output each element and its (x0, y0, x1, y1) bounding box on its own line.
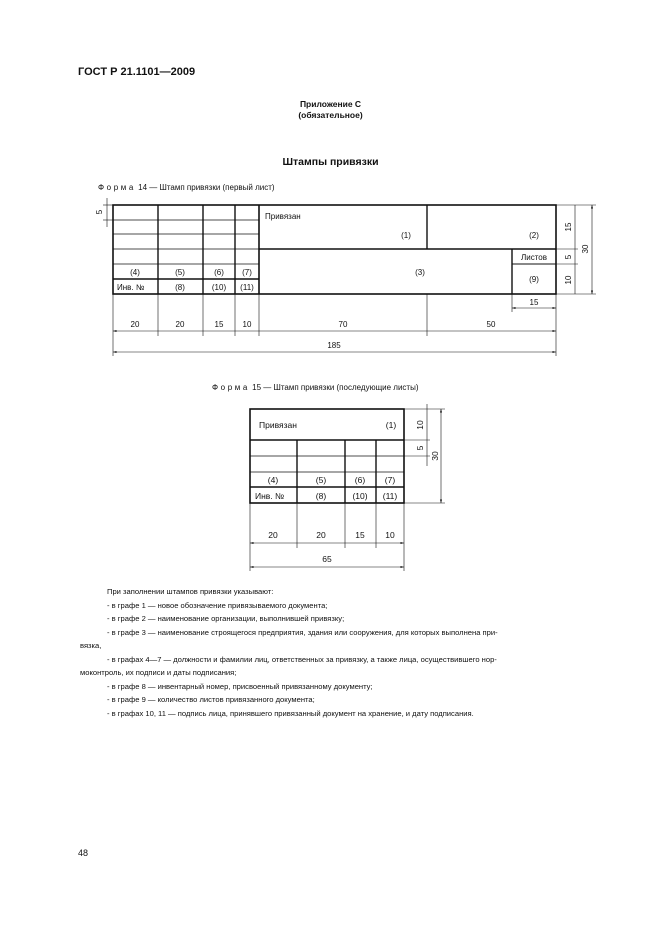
page-number: 48 (78, 848, 89, 858)
form14-dim-50: 50 (486, 320, 496, 329)
form14-dim-10: 10 (242, 320, 252, 329)
form14-dim-15: 15 (214, 320, 224, 329)
form14-field-3: (3) (415, 268, 425, 277)
form15-field-6: (6) (354, 475, 366, 485)
form14-texts (117, 212, 547, 292)
form15-field-8: (8) (315, 491, 327, 501)
notes-item-6: - в графе 9 — количество листов привязанного документа; (107, 695, 315, 704)
form14-dim-185: 185 (327, 341, 341, 350)
appendix-status: (обязательное) (298, 110, 363, 120)
notes-item-2: - в графе 2 — наименование организации, выполнившей привязку; (107, 614, 345, 623)
form15-dim-5: 5 (415, 445, 425, 451)
form15-field-10: (10) (352, 491, 368, 501)
form15-caption-word: Форма (212, 383, 250, 392)
form15-dim-20a: 20 (268, 530, 278, 540)
form15-field-11: (11) (382, 491, 398, 501)
form15-dim-30: 30 (430, 451, 440, 461)
section-title: Штампы привязки (282, 156, 379, 168)
form14-inv: Инв. № (117, 283, 145, 292)
notes-item-3-cont: вязка, (80, 641, 102, 650)
form15-dim-15: 15 (355, 530, 365, 540)
form14-dim-5-right: 5 (564, 254, 573, 260)
form14-dim-15-bottom: 15 (529, 298, 539, 307)
notes-block (80, 585, 619, 720)
form14-caption-word: Форма (98, 183, 136, 192)
form15-caption-text: 15 — Штамп привязки (последующие листы) (249, 383, 419, 392)
form14-dim-10-right: 10 (564, 275, 573, 285)
form14-field-6: (6) (214, 268, 224, 277)
form14-listov: Листов (521, 253, 547, 262)
form15-field-5: (5) (315, 475, 327, 485)
form14-field-8: (8) (175, 283, 185, 292)
form15-dim-10: 10 (415, 420, 425, 430)
notes-intro: При заполнении штампов привязки указывают: (107, 587, 274, 596)
form14-field-10: (10) (211, 283, 227, 292)
form15-field-4: (4) (267, 475, 279, 485)
form14-field-5: (5) (175, 268, 185, 277)
form15-field-1: (1) (385, 420, 397, 430)
form14-dim-5-left: 5 (95, 209, 104, 215)
notes-item-5: - в графе 8 — инвентарный номер, присвоенный привязанному документу; (107, 681, 373, 691)
form15-privyazan: Привязан (259, 420, 297, 430)
form14-privyazan: Привязан (265, 212, 301, 221)
form15-dim-10-bottom: 10 (385, 530, 395, 540)
form15-dim-65: 65 (322, 554, 332, 564)
document-header: ГОСТ Р 21.1101—2009 (78, 66, 196, 78)
form14-dim-20b: 20 (175, 320, 185, 329)
form15-inv: Инв. № (255, 491, 285, 501)
notes-item-7: - в графах 10, 11 — подпись лица, принявшего привязанный документ на хранение, и дату подписания. (107, 708, 474, 718)
form14-dim-15-right: 15 (564, 222, 573, 232)
notes-item-4: - в графах 4—7 — должности и фамилии лиц, ответственных за привязку, а также лица, осуществившего нор- (107, 654, 497, 664)
form14-field-11: (11) (240, 283, 254, 292)
notes-item-3: - в графе 3 — наименование строящегося предприятия, здания или сооружения, для которых выполнена при- (107, 627, 498, 637)
form14-field-1: (1) (401, 231, 411, 240)
notes-item-4-cont: моконтроль, их подписи и даты подписания; (80, 668, 237, 677)
form14-field-4: (4) (130, 268, 140, 277)
form14-field-7: (7) (242, 268, 252, 277)
notes-item-1: - в графе 1 — новое обозначение привязываемого документа; (107, 600, 328, 610)
form14-dim-70: 70 (338, 320, 348, 329)
form14-stamp (113, 205, 556, 294)
form14-dimensions (103, 198, 596, 356)
appendix-label: Приложение С (299, 99, 362, 109)
form14-field-9: (9) (529, 275, 539, 284)
form14-dim-20a: 20 (130, 320, 140, 329)
form14-dim-30: 30 (581, 244, 590, 254)
form15-dim-20b: 20 (316, 530, 326, 540)
form14-caption-text: 14 — Штамп привязки (первый лист) (135, 183, 275, 192)
form15-field-7: (7) (384, 475, 396, 485)
form14-field-2: (2) (529, 231, 539, 240)
